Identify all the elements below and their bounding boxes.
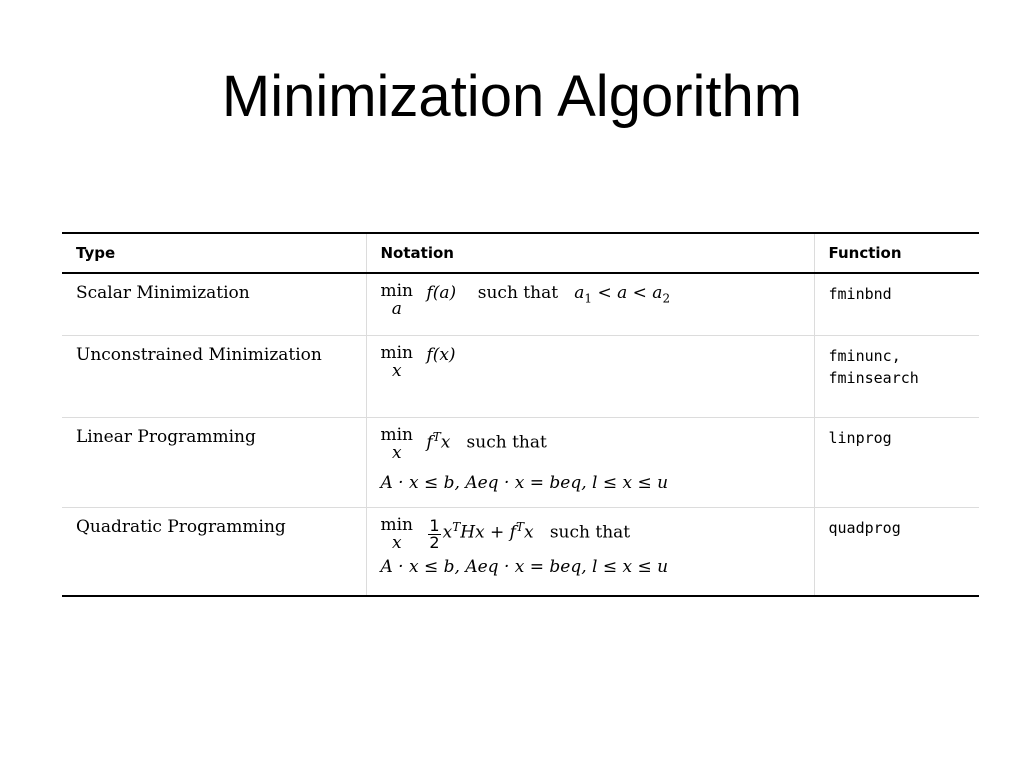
objective-line: min x $f^Tx$ such that xyxy=(380,425,547,463)
minimization-table xyxy=(62,232,979,597)
function-name: quadprog xyxy=(828,519,901,537)
function-cell xyxy=(814,336,979,418)
slide-title: Minimization Algorithm xyxy=(221,64,803,129)
min-operator: min x xyxy=(380,425,414,463)
such-that-label: such that xyxy=(466,432,547,453)
notation-cell xyxy=(366,418,814,508)
type-cell: Unconstrained Minimization xyxy=(62,336,366,418)
table-header-row xyxy=(62,233,979,273)
function-cell xyxy=(814,508,979,597)
objective-line: min x $\frac{1}{2}$ $x^THx + f^Tx$ such that xyxy=(380,515,631,553)
such-that-label: such that xyxy=(477,283,559,303)
header-type: Type xyxy=(62,233,366,273)
table-row xyxy=(62,273,979,336)
objective: f(a) xyxy=(426,283,457,303)
minimization-table-container xyxy=(62,232,979,597)
min-operator: min a xyxy=(380,281,414,319)
table-row xyxy=(62,508,979,597)
min-operator: min x xyxy=(380,515,414,553)
constraints-line: A · x ≤ b, Aeq · x = beq, l ≤ x ≤ u xyxy=(380,557,669,577)
table-row xyxy=(62,418,979,508)
fraction: $\frac{1}{2}$ xyxy=(429,515,440,552)
notation-cell xyxy=(366,336,814,418)
type-cell: Linear Programming xyxy=(62,418,366,508)
function-cell xyxy=(814,273,979,336)
notation-cell xyxy=(366,273,814,336)
type-cell: Quadratic Programming xyxy=(62,508,366,597)
header-notation: Notation xyxy=(366,233,814,273)
constraints-line: A · x ≤ b, Aeq · x = beq, l ≤ x ≤ u xyxy=(380,473,669,493)
table-row xyxy=(62,336,979,418)
function-cell xyxy=(814,418,979,508)
such-that-label: such that xyxy=(549,522,631,543)
function-name: fminunc, xyxy=(828,347,901,365)
min-operator: min x xyxy=(380,343,414,381)
function-name: fminbnd xyxy=(828,285,892,303)
function-name: linprog xyxy=(828,429,892,447)
notation-cell xyxy=(366,508,814,597)
header-function: Function xyxy=(814,233,979,273)
type-cell: Scalar Minimization xyxy=(62,273,366,336)
objective: f(x) xyxy=(426,345,456,365)
constraint: $a_1 < a < a_2$ xyxy=(574,283,671,306)
function-name: fminsearch xyxy=(828,369,919,387)
